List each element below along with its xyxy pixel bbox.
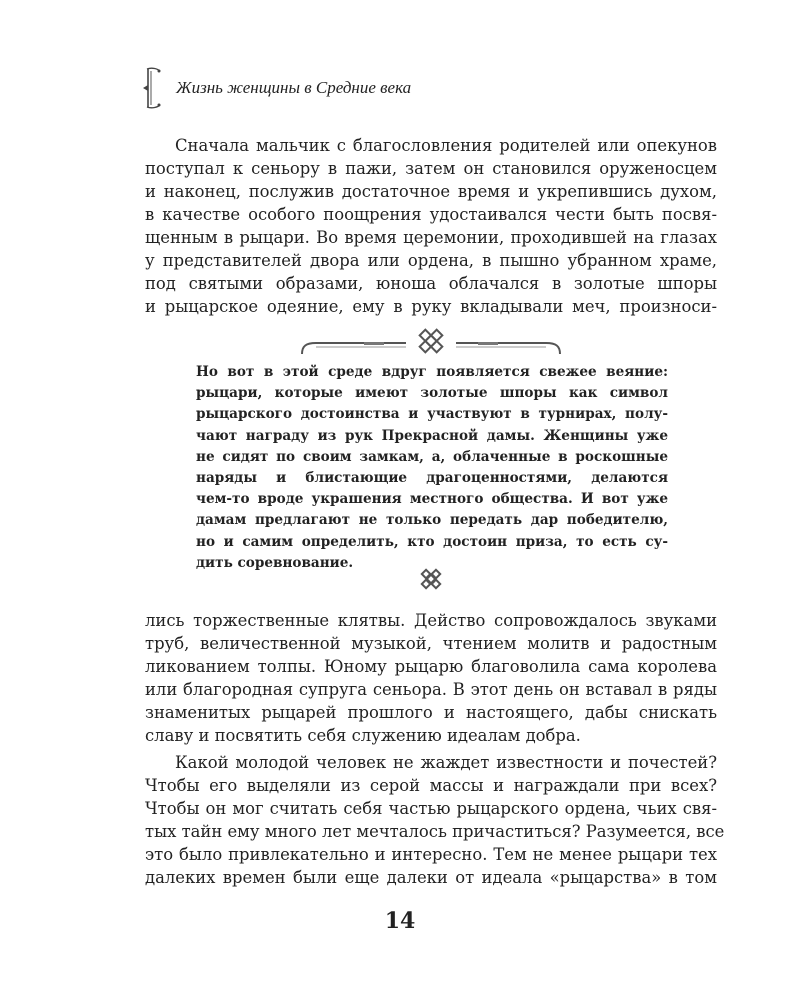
quote-line: не сидят по своим замкам, а, облаченные в роскошные — [196, 448, 668, 465]
text-line: Сначала мальчик с благословления родителей или опекунов — [175, 136, 717, 155]
quote-line: Но вот в этой среде вдруг появляется свежее веяние: — [196, 364, 668, 380]
knot-ornament-small — [411, 566, 451, 596]
ornamental-bracket-icon — [140, 66, 164, 110]
text-line: Чтобы он мог считать себя частью рыцарского ордена, чьих свя- — [145, 799, 717, 818]
pull-quote — [196, 362, 668, 574]
quote-line: рыцари, которые имеют золотые шпоры как символ — [196, 385, 668, 402]
knot-divider-ornament — [298, 324, 564, 362]
text-line: Чтобы его выделяли из серой массы и награждали при всех? — [145, 776, 717, 795]
text-line: ликованием толпы. Юному рыцарю благоволила сама королева — [145, 657, 717, 676]
text-line: поступал к сеньору в пажи, затем он становился оруженосцем — [145, 159, 717, 178]
body-paragraph — [145, 134, 717, 318]
text-line: в качестве особого поощрения удостаивался чести быть посвя- — [145, 205, 717, 224]
text-line: Какой молодой человек не жаждет известности и почестей? — [175, 753, 717, 772]
text-line: далеких времен были еще далеки от идеала «рыцарства» в том — [145, 868, 717, 887]
text-line: и наконец, послужив достаточное время и укрепившись духом, — [145, 182, 717, 201]
quote-line: дамам предлагают не только передать дар победителю, — [196, 512, 668, 529]
text-line: или благородная супруга сеньора. В этот день он вставал в ряды — [145, 680, 717, 699]
text-line: щенным в рыцари. Во время церемонии, проходившей на глазах — [145, 228, 717, 247]
running-header-title: Жизнь женщины в Средние века — [176, 78, 412, 97]
text-line: труб, величественной музыкой, чтением молитв и радостным — [145, 634, 717, 653]
quote-line: рыцарского достоинства и участвуют в турнирах, полу- — [196, 406, 668, 423]
text-line: и рыцарское одеяние, ему в руку вкладывали меч, произноси- — [145, 297, 717, 316]
text-line: знаменитых рыцарей прошлого и настоящего, дабы снискать — [145, 703, 717, 722]
page-number: 14 — [384, 908, 416, 934]
text-line: это было привлекательно и интересно. Тем не менее рыцари тех — [145, 845, 717, 864]
quote-line: чают награду из рук Прекрасной дамы. Женщины уже — [196, 427, 668, 444]
text-line: славу и посвятить себя служению идеалам добра. — [145, 726, 581, 745]
text-line: лись торжественные клятвы. Действо сопровождалось звуками — [145, 611, 717, 630]
text-line: под святыми образами, юноша облачался в золотые шпоры — [145, 274, 717, 293]
quote-line: чем-то вроде украшения местного общества. И вот уже — [196, 491, 668, 508]
running-header — [140, 66, 411, 110]
quote-line: наряды и блистающие драгоценностями, делаются — [196, 470, 668, 487]
text-line: тых тайн ему много лет мечталось причаститься? Разумеется, все — [145, 822, 725, 841]
quote-line: но и самим определить, кто достоин приза, то есть су- — [196, 533, 668, 550]
body-paragraph — [145, 609, 717, 747]
text-line: у представителей двора или ордена, в пышно убранном храме, — [145, 251, 717, 270]
quote-line: дить соревнование. — [196, 554, 354, 571]
body-paragraph — [145, 751, 725, 889]
